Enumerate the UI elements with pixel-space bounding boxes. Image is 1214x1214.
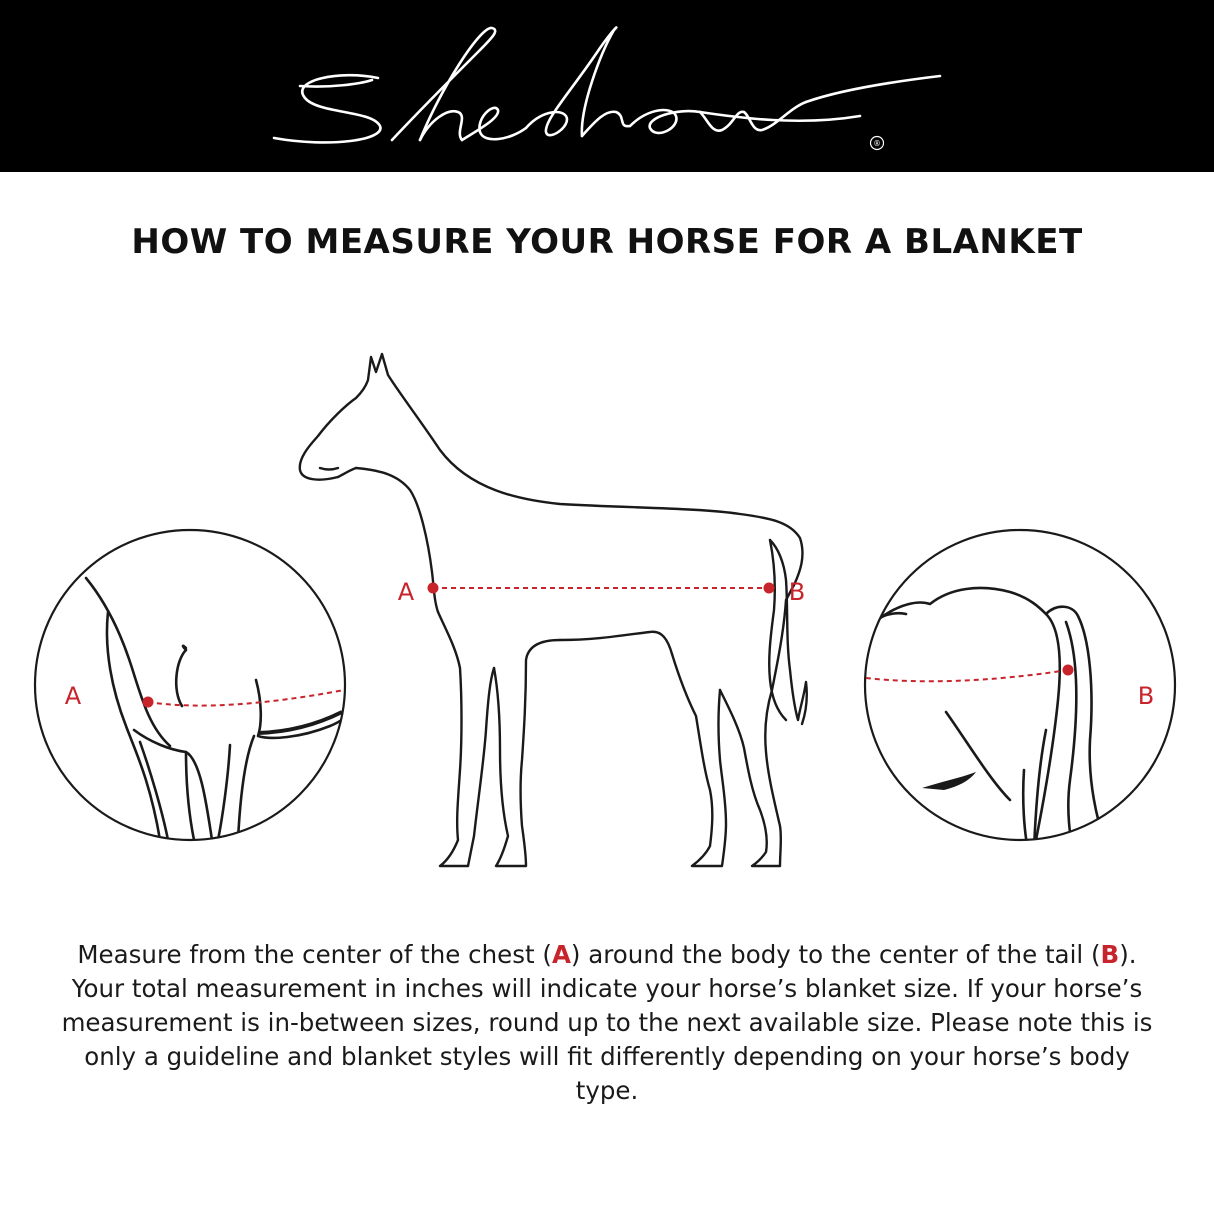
tail-point-marker-main <box>764 583 775 594</box>
chest-point-marker <box>143 697 154 708</box>
horse-outline <box>300 354 807 866</box>
tail-closeup-circle <box>865 530 1175 850</box>
label-b-main: B <box>788 578 806 606</box>
label-b-closeup: B <box>1137 682 1155 710</box>
label-a-main: A <box>397 578 415 606</box>
instructions-part2: ) around the body to the center of the tail ( <box>570 940 1101 969</box>
instructions-part3: ). Your total measurement in inches will indicate your horse’s blanket size. If your horse’s measurement is in-between sizes, round up to the next available size. Please note this is only a guideline and blanket styles will fit differently depending on your horse’s body type. <box>61 940 1153 1105</box>
header-band <box>0 0 1214 172</box>
brand-logo <box>0 0 1214 172</box>
registered-mark: ® <box>873 139 881 148</box>
tail-point-marker <box>1063 665 1074 676</box>
page-title: HOW TO MEASURE YOUR HORSE FOR A BLANKET <box>131 222 1083 262</box>
instructions-mark-a: A <box>551 940 571 969</box>
label-a-closeup: A <box>64 682 82 710</box>
instructions-text <box>60 938 1154 1108</box>
instructions-mark-b: B <box>1100 940 1120 969</box>
measurement-diagram <box>0 300 1214 900</box>
chest-closeup-circle <box>35 530 350 840</box>
chest-point-marker-main <box>428 583 439 594</box>
instructions-part1: Measure from the center of the chest ( <box>77 940 552 969</box>
